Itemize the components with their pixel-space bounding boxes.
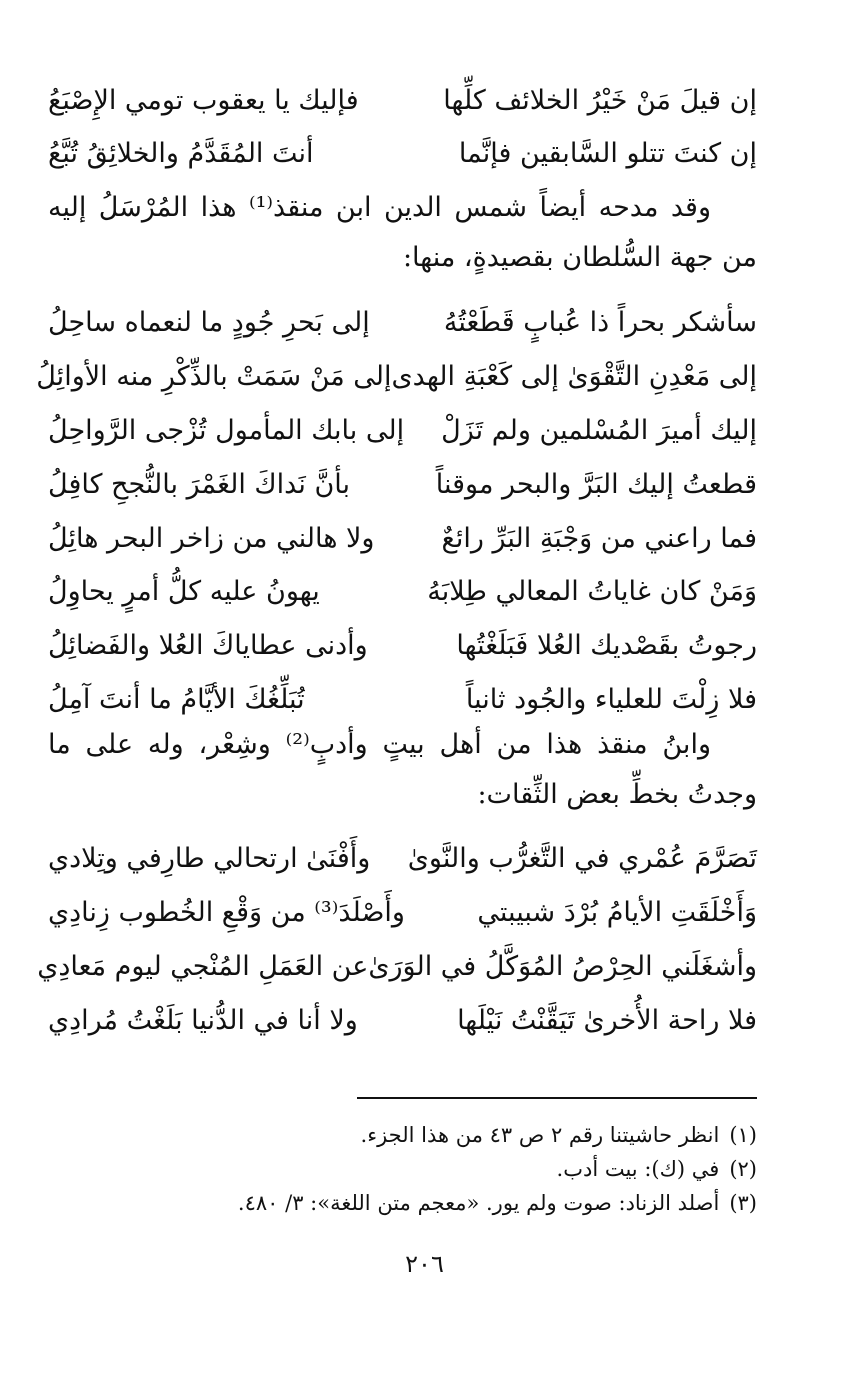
verse-second-hemistich: عن العَمَلِ المُنْجي ليوم مَعادِي	[37, 951, 369, 982]
verse-second-hemistich: ولا أنا في الدُّنيا بَلَغْتُ مُرادِي	[48, 1005, 358, 1036]
verse-second-hemistich: فإليك يا يعقوب تومي الإِصْبَعُ	[48, 85, 359, 116]
verse-second-hemistich: إلى بابك المأمول تُزْجى الرَّواحِلُ	[48, 415, 405, 446]
verse-line	[37, 942, 757, 992]
verse-second-hemistich: وأَصْلَدَ⁽³⁾ من وَقْعِ الخُطوب زِنادِي	[48, 897, 405, 928]
verse-first-hemistich: قطعتُ إليك البَرَّ والبحر موقناً	[435, 469, 757, 500]
footnote-text: انظر حاشيتنا رقم ٢ ص ٤٣ من هذا الجزء.	[360, 1123, 720, 1147]
verse-line	[48, 460, 757, 510]
footnote-divider	[357, 1097, 757, 1099]
verse-second-hemistich: ولا هالني من زاخر البحر هائِلُ	[48, 523, 375, 554]
verse-first-hemistich: فلا زِلْتَ للعلياء والجُود ثانياً	[465, 684, 757, 715]
verse-second-hemistich: إلى بَحرِ جُودٍ ما لنعماه ساحِلُ	[48, 307, 370, 338]
verse-first-hemistich: وَمَنْ كان غاياتُ المعالي طِلابَهُ	[427, 576, 757, 607]
verse-line	[48, 298, 757, 348]
verse-line	[48, 996, 757, 1046]
footnote-number: (١)	[729, 1123, 757, 1147]
footnote-number: (٢)	[729, 1157, 757, 1181]
footnote-text: في (ك): بيت أدب.	[556, 1157, 720, 1181]
verse-first-hemistich: وأشغَلَني الحِرْصُ المُوَكَّلُ في الوَرَىٰ	[368, 951, 757, 982]
footnote-text: أصلد الزناد: صوت ولم يور. «معجم متن اللغة»: ٣/ ٤٨٠.	[237, 1191, 720, 1215]
verse-first-hemistich: وَأَخْلَقَتِ الأيامُ بُرْدَ شبيبتي	[477, 897, 757, 928]
verse-line	[48, 888, 757, 938]
verse-line	[48, 675, 757, 725]
verse-second-hemistich: تُبَلِّغُكَ الأيَّامُ ما أنتَ آمِلُ	[48, 684, 305, 715]
verse-line	[48, 567, 757, 617]
verse-first-hemistich: سأشكر بحراً ذا عُبابٍ قَطَعْتُهُ	[443, 307, 757, 338]
footnote	[48, 1117, 757, 1153]
footnote	[48, 1185, 757, 1221]
verse-second-hemistich: وأَفْنَىٰ ارتحالي طارِفي وتِلادي	[48, 843, 371, 874]
verse-first-hemistich: إن قيلَ مَنْ خَيْرُ الخلائف كلِّها	[443, 85, 757, 116]
verse-second-hemistich: أنتَ المُقَدَّمُ والخلائِقُ تُبَّعُ	[48, 138, 314, 169]
verse-first-hemistich: إن كنتَ تتلو السَّابقين فإنَّما	[458, 138, 757, 169]
prose-paragraph: وقد مدحه أيضاً شمس الدين ابن منقذ⁽¹⁾ هذا المُرْسَلُ إليه من جهة السُّلطان بقصيدةٍ، منها:	[48, 192, 757, 273]
verse-first-hemistich: إليك أميرَ المُسْلمين ولم تَزَلْ	[441, 415, 757, 446]
verse-line	[48, 834, 757, 884]
verse-line	[48, 621, 757, 671]
verse-first-hemistich: تَصَرَّمَ عُمْري في التَّغرُّب والنَّوىٰ	[407, 843, 757, 874]
verse-first-hemistich: رجوتُ بقَصْديك العُلا فَبَلَغْتُها	[456, 630, 757, 661]
verse-line	[48, 406, 757, 456]
verse-line	[36, 352, 757, 402]
verse-second-hemistich: بأنَّ نَداكَ الغَمْرَ بالنُّجحِ كافِلُ	[48, 469, 351, 500]
verse-line	[48, 129, 757, 179]
verse-second-hemistich: إلى مَنْ سَمَتْ بالذِّكْرِ منه الأوائِلُ	[36, 361, 392, 392]
verse-line	[48, 514, 757, 564]
verse-second-hemistich: وأدنى عطاياكَ العُلا والفَضائِلُ	[48, 630, 368, 661]
verse-first-hemistich: إلى مَعْدِنِ التَّقْوَىٰ إلى كَعْبَةِ الهدى	[391, 361, 757, 392]
verse-line	[48, 76, 757, 126]
page-number: ٢٠٦	[405, 1250, 444, 1278]
footnote-number: (٣)	[729, 1191, 757, 1215]
prose-paragraph: وابنُ منقذ هذا من أهل بيتٍ وأدبٍ⁽²⁾ وشِعْر، وله على ما وجدتُ بخطِّ بعض الثِّقات:	[48, 729, 757, 810]
verse-second-hemistich: يهونُ عليه كلُّ أمرٍ يحاوِلُ	[48, 576, 320, 607]
verse-first-hemistich: فلا راحة الأُخرىٰ تَيَقَّنْتُ نَيْلَها	[457, 1005, 757, 1036]
footnote	[48, 1151, 757, 1187]
verse-first-hemistich: فما راعني من وَجْبَةِ البَرِّ رائعٌ	[441, 523, 757, 554]
